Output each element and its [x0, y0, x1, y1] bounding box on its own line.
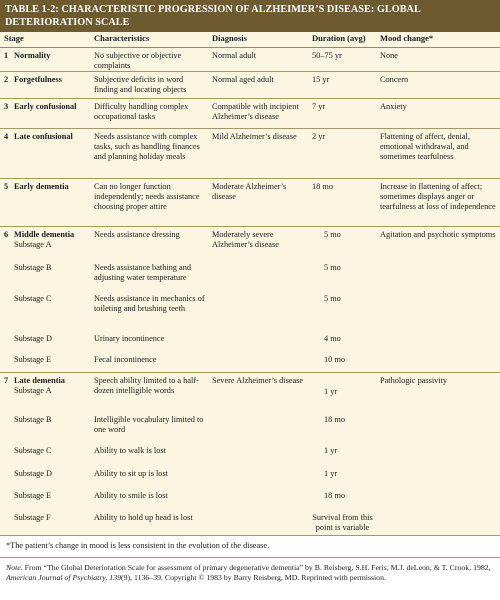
source-note — [0, 557, 500, 600]
header-row — [0, 32, 500, 47]
stage-name: Forgetfulness — [14, 74, 62, 84]
substage-characteristics: Needs assistance in mechanics of toileting and brushing teeth — [94, 294, 205, 313]
stage-characteristics: Subjective deficits in word finding and locating objects — [90, 71, 208, 98]
substage-duration: 18 mo — [324, 415, 345, 424]
stage-duration: 7 yr — [308, 98, 376, 128]
stage-diagnosis: Normal aged adult — [208, 71, 308, 98]
substage-duration: 5 mo — [308, 226, 376, 260]
note-journal: American Journal of Psychiatry, 139 — [6, 573, 121, 582]
stage-mood: Increase in flattening of affect; sometimes displays anger or tearfulness at loss of independence — [376, 178, 500, 226]
substage-characteristics: Ability to sit up is lost — [94, 469, 168, 478]
stage-number: 2 — [4, 74, 9, 84]
stage-diagnosis: Compatible with incipient Alzheimer’s disease — [208, 98, 308, 128]
stage-number: 6 — [4, 229, 9, 239]
stage-mood: Concern — [376, 71, 500, 98]
table-title: TABLE 1-2: CHARACTERISTIC PROGRESSION OF ALZHEIMER’S DISEASE: GLOBAL DETERIORATION SCALE — [0, 0, 500, 32]
substage-duration: 1 yr — [324, 469, 338, 478]
stage-diagnosis: Mild Alzheimer’s disease — [208, 128, 308, 178]
table-row — [0, 71, 500, 98]
stage-mood: Agitation and psychotic symptoms — [376, 226, 500, 372]
deterioration-table — [0, 32, 500, 552]
note-text-end: (9), 1136–39. Copyright © 1983 by Barry Reisberg, MD. Reprinted with permission. — [121, 573, 386, 582]
substage-label: Substage D — [14, 334, 53, 343]
substage-duration: 5 mo — [324, 263, 341, 272]
table-row — [0, 47, 500, 71]
substage-label: Substage A — [14, 239, 52, 249]
stage-number: 4 — [4, 131, 9, 141]
substage-label: Substage B — [14, 263, 52, 272]
stage-duration: 15 yr — [308, 71, 376, 98]
stage-number: 1 — [4, 50, 9, 60]
substage-duration: 18 mo — [324, 491, 345, 500]
table-row — [0, 128, 500, 178]
stage-number: 5 — [4, 181, 9, 191]
substage-duration: 10 mo — [324, 355, 345, 364]
substage-characteristics: Ability to hold up head is lost — [94, 513, 193, 522]
header-duration: Duration (avg) — [308, 32, 376, 47]
substage-characteristics: Ability to walk is lost — [94, 446, 166, 455]
substage-characteristics: Fecal incontinence — [94, 355, 157, 364]
mood-footnote: *The patient’s change in mood is less consistent in the evolution of the disease. — [0, 535, 500, 557]
stage-diagnosis: Moderate Alzheimer’s disease — [208, 178, 308, 226]
stage-diagnosis: Severe Alzheimer’s disease — [208, 372, 308, 552]
substage-duration: 1 yr — [324, 446, 338, 455]
substage-characteristics: Speech ability limited to a half-dozen intelligible words — [90, 372, 208, 412]
stage-diagnosis: Moderately severe Alzheimer’s disease — [208, 226, 308, 372]
stage-name: Early confusional — [14, 101, 77, 111]
stage-duration: 50–75 yr — [308, 47, 376, 71]
stage-characteristics: Difficulty handling complex occupational tasks — [90, 98, 208, 128]
header-characteristics: Characteristics — [90, 32, 208, 47]
table-row — [0, 226, 500, 260]
substage-characteristics: Needs assistance bathing and adjusting water temperature — [94, 263, 191, 282]
substage-label: Substage F — [14, 513, 51, 522]
stage-number: 7 — [4, 375, 9, 385]
substage-label: Substage E — [14, 491, 52, 500]
stage-number: 3 — [4, 101, 9, 111]
stage-mood: Pathologic passivity — [376, 372, 500, 552]
substage-label: Substage C — [14, 294, 52, 303]
header-mood: Mood change* — [376, 32, 500, 47]
note-label: Note. — [6, 563, 23, 572]
stage-duration: 18 mo — [308, 178, 376, 226]
substage-characteristics: Urinary incontinence — [94, 334, 165, 343]
stage-characteristics: No subjective or objective complaints — [90, 47, 208, 71]
substage-characteristics: Intelligible vocabulary limited to one word — [94, 415, 204, 434]
substage-label: Substage C — [14, 446, 52, 455]
table-row — [0, 98, 500, 128]
stage-mood: None — [376, 47, 500, 71]
substage-label: Substage E — [14, 355, 52, 364]
header-diagnosis: Diagnosis — [208, 32, 308, 47]
stage-diagnosis: Normal adult — [208, 47, 308, 71]
substage-characteristics: Needs assistance dressing — [90, 226, 208, 260]
stage-name: Late confusional — [14, 131, 73, 141]
stage-name: Late dementia — [14, 375, 65, 385]
substage-label: Substage D — [14, 469, 53, 478]
stage-name: Early dementia — [14, 181, 69, 191]
stage-mood: Anxiety — [376, 98, 500, 128]
stage-duration: 2 yr — [308, 128, 376, 178]
table-row — [0, 372, 500, 412]
stage-characteristics: Needs assistance with complex tasks, such as handling finances and planning holiday meals — [90, 128, 208, 178]
substage-duration: 1 yr — [308, 372, 376, 412]
stage-mood: Flattening of affect, denial, emotional withdrawal, and sometimes tearfulness — [376, 128, 500, 178]
stage-name: Middle dementia — [14, 229, 75, 239]
substage-duration: 5 mo — [324, 294, 341, 303]
note-text: From “The Global Deterioration Scale for assessment of primary degenerative dementia” by B. Reisberg, S.H. Feris, M.J. deLeon, & T. Crook, 1982, — [22, 563, 491, 572]
stage-characteristics: Can no longer function independently; needs assistance choosing proper attire — [90, 178, 208, 226]
table-container — [0, 32, 500, 535]
substage-duration: Survival from this point is variable — [312, 513, 373, 532]
table-row — [0, 178, 500, 226]
substage-label: Substage B — [14, 415, 52, 424]
stage-name: Normality — [14, 50, 51, 60]
substage-duration: 4 mo — [324, 334, 341, 343]
substage-characteristics: Ability to smile is lost — [94, 491, 168, 500]
substage-label: Substage A — [14, 385, 52, 395]
header-stage: Stage — [0, 32, 90, 47]
